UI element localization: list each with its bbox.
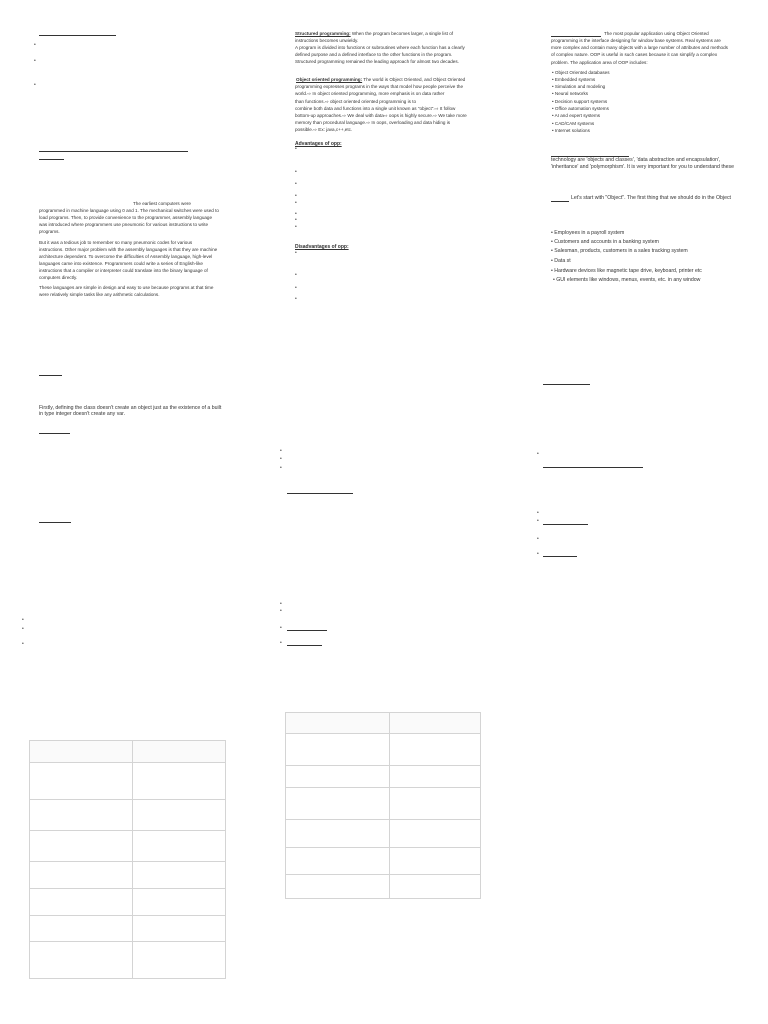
- heading-underline: [39, 375, 62, 376]
- bullet: •: [280, 625, 282, 631]
- oop-heading: Object oriented programming:: [296, 77, 363, 82]
- heading-underline: [39, 522, 71, 523]
- structured-text: When the program becomes larger, a single list of: [350, 31, 454, 36]
- history-line: programs.: [39, 229, 60, 234]
- heading-underline: [543, 467, 643, 468]
- table-cell: [286, 788, 390, 820]
- object-intro: Let's start with "Object". The first thing that we should do in the Object: [571, 195, 731, 201]
- table-cell: [390, 788, 481, 820]
- history-line: instructions that a compiler or interpreter could translate into the binary language of: [39, 268, 208, 273]
- concepts-line: technology are 'objects and classes', 'data abstraction and encapsulation',: [551, 157, 721, 163]
- table-cell: [30, 862, 133, 889]
- history-line: The earliest computers were: [133, 201, 191, 206]
- bullet: •: [537, 510, 539, 516]
- bullet: •: [34, 82, 36, 88]
- bullet: •: [280, 601, 282, 607]
- list-item: • Embedded systems: [552, 77, 596, 82]
- bullet: •: [34, 58, 36, 64]
- applications-line: problem. The application area of OOP includes:: [551, 60, 648, 65]
- concepts-line: 'inheritance' and 'polymorphism'. It is very important for you to understand these: [551, 164, 735, 170]
- bullet: •: [34, 42, 36, 48]
- bullet: •: [295, 200, 297, 206]
- bullet: •: [537, 551, 539, 557]
- table-cell: [390, 848, 481, 875]
- heading-underline: [287, 645, 322, 646]
- disadvantages-heading: Disadvantages of opp:: [295, 244, 349, 250]
- heading-underline: [39, 433, 70, 434]
- table-cell: [286, 766, 390, 788]
- bullet: •: [295, 224, 297, 230]
- applications-line: of complex nature. OOP is useful in such cases because it can simplify a complex: [551, 52, 718, 57]
- list-item: • Data st: [551, 258, 571, 264]
- heading-underline: [543, 524, 588, 525]
- table-cell: [286, 848, 390, 875]
- bullet: •: [22, 617, 24, 623]
- table-cell: [133, 942, 226, 979]
- table-cell: [390, 875, 481, 899]
- history-line: were relatively simple tasks like any arithmetic calculations.: [39, 292, 160, 297]
- list-item: • Simulation and modeling: [552, 84, 606, 89]
- heading-underline: [543, 556, 577, 557]
- list-item: • Neural networks: [552, 91, 589, 96]
- oop-line: combine both data and functions into a single unit known as "object".⇨ It follow: [295, 106, 456, 111]
- list-item: • Customers and accounts in a banking system: [551, 239, 659, 245]
- oop-line: [296, 77, 465, 83]
- bullet: •: [537, 451, 539, 457]
- history-line: instructions. Other major problem with the assembly languages is that they are machine: [39, 247, 218, 252]
- list-item: • AI and expert systems: [552, 113, 601, 118]
- structured-heading: Structured programming:: [295, 31, 351, 36]
- table-cell: [286, 820, 390, 848]
- bullet: •: [537, 536, 539, 542]
- oop-line: memory than procedural language.⇨ In oops, overloading and data hiding is: [295, 120, 451, 125]
- list-item: • Object Oriented databases: [552, 70, 610, 75]
- bullet: •: [280, 608, 282, 614]
- history-line: was introduced where programmers use pneumonic for various instructions to write: [39, 222, 209, 227]
- applications-line: programming is the interface designing for window base systems. Real systems are: [551, 38, 721, 43]
- table-cell: [390, 734, 481, 766]
- table-cell: [30, 942, 133, 979]
- table-cell: [286, 713, 390, 734]
- bullet: •: [295, 217, 297, 223]
- oop-text: The world is Object Oriented, and Object Oriented: [362, 77, 466, 82]
- column-3: [512, 0, 768, 1024]
- column-2: [256, 0, 512, 1024]
- table-cell: [133, 763, 226, 800]
- class-note-line: Firstly, defining the class doesn't create an object just as the existence of a built: [39, 405, 222, 411]
- bullet: •: [295, 272, 297, 278]
- bullet: •: [280, 465, 282, 471]
- bullet: •: [295, 250, 297, 256]
- bullet: •: [295, 169, 297, 175]
- bullet: •: [280, 640, 282, 646]
- list-item: • Salesman, products, customers in a sales tracking system: [551, 248, 688, 254]
- structured-line: [295, 31, 453, 37]
- bullet: •: [295, 296, 297, 302]
- heading-underline: [287, 493, 353, 494]
- structured-line: Structured programming remained the leading approach for almost two decades.: [295, 59, 459, 64]
- heading-underline: [551, 36, 601, 37]
- oop-line: bottom-up approaches.⇨ We deal with data⇨ oops is highly secure.⇨ We take more: [295, 113, 467, 118]
- applications-line: more complex and contain many objects with a large number of attributes and methods: [551, 45, 728, 50]
- list-item: • Hardware devices like magnetic tape drive, keyboard, printer etc: [551, 268, 702, 274]
- table-cell: [133, 862, 226, 889]
- table-cell: [30, 831, 133, 862]
- table-cell: [390, 766, 481, 788]
- list-item: • Decision support systems: [552, 99, 608, 104]
- table-cell: [390, 713, 481, 734]
- table-cell: [390, 820, 481, 848]
- column-1: [0, 0, 256, 1024]
- table-cell: [133, 831, 226, 862]
- table-cell: [30, 800, 133, 831]
- bullet: •: [295, 211, 297, 217]
- applications-line: The most popular application using Object Oriented: [604, 31, 709, 36]
- table-cell: [30, 741, 133, 763]
- heading-underline: [543, 384, 590, 385]
- table-cell: [133, 800, 226, 831]
- advantages-heading: Advantages of opp:: [295, 141, 342, 147]
- oop-line: possible.⇨ Ex: java,c++,etc.: [295, 127, 353, 132]
- history-line: load programs. Then, to provide convenience to the programmer, assembly language: [39, 215, 213, 220]
- bullet: •: [22, 626, 24, 632]
- bullet: •: [295, 193, 297, 199]
- heading-underline: [287, 630, 327, 631]
- list-item: • Internet solutions: [552, 128, 590, 133]
- history-line: programmed in machine language using 0 and 1. The mechanical switches were used to: [39, 208, 219, 213]
- history-line: languages came into existence. Programmers could write a series of English-like: [39, 261, 203, 266]
- table-2: [285, 712, 481, 899]
- class-note-line: in type integer doesn't create any var.: [39, 411, 126, 417]
- list-item: • GUI elements like windows, menus, events, etc. in any window: [553, 277, 701, 283]
- table-1: [29, 740, 226, 979]
- structured-line: instructions becomes unwieldy.: [295, 38, 359, 43]
- heading-underline: [551, 201, 569, 202]
- table-cell: [133, 741, 226, 763]
- history-line: architecture dependent. To overcome the difficulties of Assembly language, high-level: [39, 254, 213, 259]
- heading-underline: [39, 151, 188, 152]
- structured-line: A program is divided into functions or subroutines where each function has a clearly: [295, 45, 465, 50]
- history-line: These languages are simple in design and easy to use because programs at that time: [39, 285, 214, 290]
- table-cell: [30, 889, 133, 916]
- history-line: But it was a tedious job to remember so many pneumonic codes for various: [39, 240, 193, 245]
- list-item: • CAD/CAM systems: [552, 121, 595, 126]
- heading-underline: [39, 35, 116, 36]
- list-item: • Employees in a payroll system: [551, 230, 625, 236]
- history-line: computers directly.: [39, 275, 78, 280]
- oop-line: than functions.⇨ object oriented oriented programming is to: [295, 99, 417, 104]
- list-item: • Office automation systems: [552, 106, 609, 111]
- bullet: •: [280, 448, 282, 454]
- oop-line: world.⇨ In object oriented programming, more emphasis is on data rather: [295, 91, 445, 96]
- table-cell: [133, 916, 226, 942]
- oop-line: programming expresses programs in the ways that model how people perceive the: [295, 84, 464, 89]
- table-cell: [286, 734, 390, 766]
- bullet: •: [295, 181, 297, 187]
- structured-line: defined purpose and a defined interface to the other functions in the program.: [295, 52, 453, 57]
- bullet: •: [537, 518, 539, 524]
- table-cell: [286, 875, 390, 899]
- bullet: •: [295, 285, 297, 291]
- bullet: •: [295, 146, 297, 152]
- heading-underline: [39, 159, 64, 160]
- bullet: •: [280, 456, 282, 462]
- table-cell: [30, 916, 133, 942]
- bullet: •: [22, 641, 24, 647]
- table-cell: [133, 889, 226, 916]
- table-cell: [30, 763, 133, 800]
